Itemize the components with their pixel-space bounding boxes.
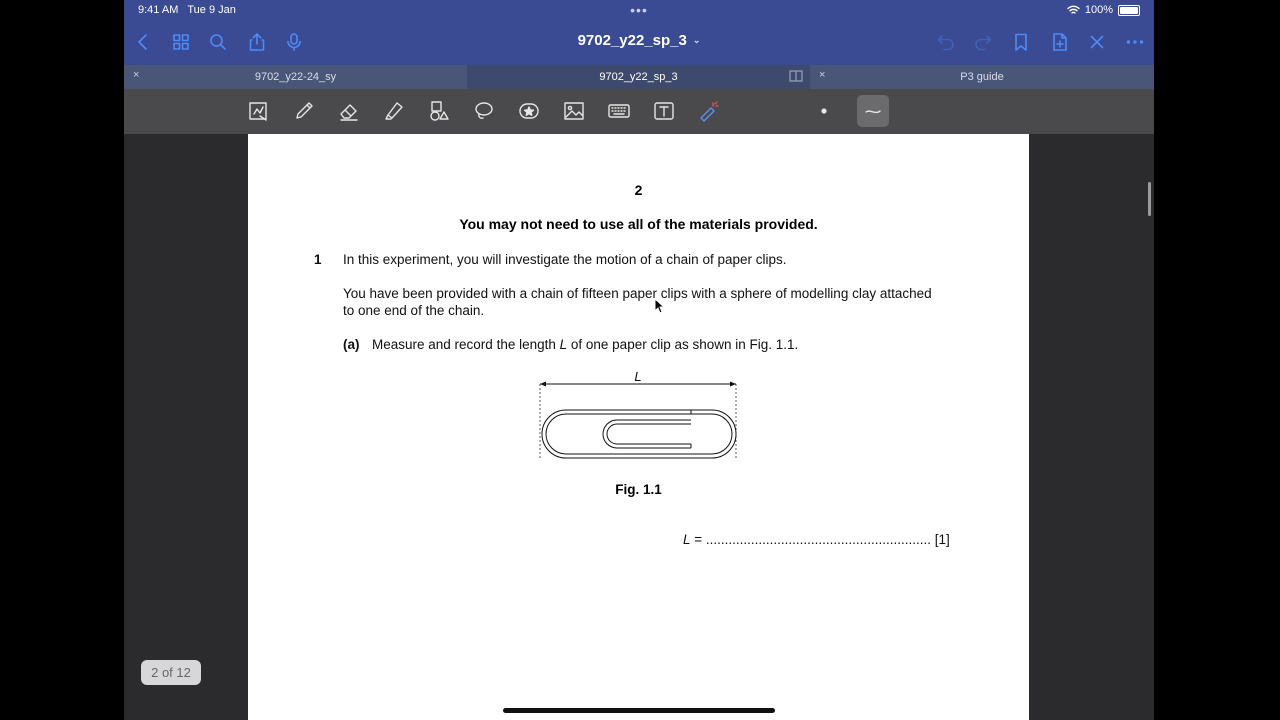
question-number: 1 (314, 252, 322, 267)
tab-label: 9702_y22-24_sy (254, 71, 337, 83)
sticker-icon[interactable] (515, 97, 543, 125)
lasso-icon[interactable] (470, 97, 498, 125)
bookmark-icon[interactable] (1008, 28, 1034, 56)
battery-icon (1118, 5, 1140, 16)
document-title[interactable] (578, 32, 701, 49)
part-instruction (372, 336, 798, 353)
pen-icon[interactable] (290, 97, 318, 125)
part-variable: L (559, 337, 568, 352)
add-page-icon[interactable] (1047, 28, 1073, 56)
materials-notice: You may not need to use all of the materials provided. (459, 216, 818, 232)
document-page (248, 134, 1029, 720)
answer-equals: = (690, 532, 706, 547)
share-icon[interactable] (244, 28, 270, 56)
status-time: 9:41 AM (138, 4, 179, 16)
document-title-text: 9702_y22_sp_3 (577, 32, 687, 49)
highlighter-icon[interactable] (380, 97, 408, 125)
redo-icon[interactable] (970, 28, 996, 56)
annotation-toolbar (124, 89, 1154, 134)
search-icon[interactable] (205, 28, 231, 56)
text-icon[interactable] (650, 97, 678, 125)
close-icon[interactable] (1084, 28, 1110, 56)
scrollbar[interactable] (1148, 182, 1151, 216)
laser-pointer-icon[interactable] (694, 97, 722, 125)
document-tabs (124, 65, 1154, 89)
status-date: Tue 9 Jan (187, 4, 236, 16)
grid-icon[interactable] (168, 28, 194, 56)
tab-label: P3 guide (960, 71, 1004, 83)
status-bar-left (138, 4, 236, 16)
tab-9702-y22-24-sy[interactable] (124, 65, 467, 89)
more-icon[interactable] (1122, 28, 1148, 56)
figure-caption: Fig. 1.1 (615, 482, 662, 497)
tab-close-icon[interactable]: × (133, 69, 140, 81)
navigation-bar (124, 28, 1154, 56)
question-body-line-2: to one end of the chain. (343, 303, 485, 318)
split-view-icon[interactable] (789, 70, 803, 83)
lasso-select-icon[interactable] (245, 97, 273, 125)
answer-marks: [1] (930, 532, 950, 547)
part-label: (a) (343, 337, 360, 352)
tab-9702-y22-sp-3[interactable] (467, 65, 810, 89)
figure-length-label: L (634, 369, 642, 384)
stroke-icon[interactable] (857, 95, 889, 127)
multitasking-dots-icon[interactable]: ••• (630, 2, 648, 18)
battery-percent: 100% (1084, 4, 1113, 16)
question-body-line-1: You have been provided with a chain of fifteen paper clips with a sphere of modelling clay attached (343, 286, 932, 301)
paper-clip-figure (533, 368, 743, 463)
wifi-icon (1067, 5, 1080, 15)
page-number: 2 (634, 182, 643, 198)
shapes-icon[interactable] (425, 97, 453, 125)
answer-variable: L (683, 532, 691, 547)
answer-line[interactable] (683, 532, 950, 547)
mic-icon[interactable] (281, 28, 307, 56)
tab-close-icon[interactable]: × (819, 69, 826, 81)
image-icon[interactable] (560, 97, 588, 125)
page-counter[interactable]: 2 of 12 (141, 660, 201, 685)
mouse-cursor-icon (654, 298, 666, 314)
top-bar (124, 0, 1154, 65)
ipad-screen (124, 0, 1154, 720)
question-intro: In this experiment, you will investigate the motion of a chain of paper clips. (343, 252, 787, 267)
answer-dots: ............................................................ (705, 532, 931, 547)
tab-label: 9702_y22_sp_3 (599, 71, 678, 83)
status-bar-right (1067, 4, 1140, 16)
tab-p3-guide[interactable] (810, 65, 1154, 89)
undo-icon[interactable] (933, 28, 959, 56)
eraser-icon[interactable] (335, 97, 363, 125)
home-indicator[interactable] (503, 708, 775, 713)
chevron-down-icon: ⌄ (692, 35, 701, 45)
part-text-after: of one paper clip as shown in Fig. 1.1. (567, 337, 799, 352)
keyboard-icon[interactable] (605, 97, 633, 125)
part-text-before: Measure and record the length (372, 337, 560, 352)
back-icon[interactable] (130, 28, 156, 56)
dot-icon[interactable] (810, 97, 838, 125)
